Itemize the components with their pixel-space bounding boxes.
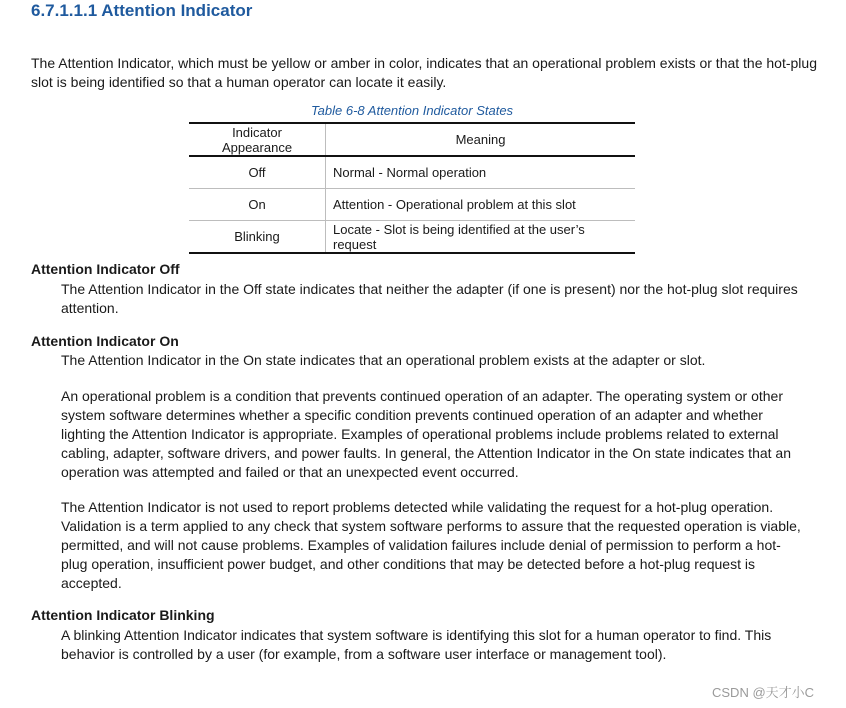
cell-meaning: Normal - Normal operation <box>326 156 636 189</box>
paragraph-off: The Attention Indicator in the Off state indicates that neither the adapter (if one is present) nor the hot-plug slot requires attention. <box>61 281 798 316</box>
table-row <box>189 156 635 189</box>
section-title-blinking: Attention Indicator Blinking <box>31 607 215 623</box>
watermark: CSDN @天才小C <box>712 685 815 700</box>
cell-meaning: Attention - Operational problem at this slot <box>326 189 636 221</box>
section-heading: 6.7.1.1.1 Attention Indicator <box>31 1 253 20</box>
section-title-off: Attention Indicator Off <box>31 261 180 277</box>
paragraph-blinking: A blinking Attention Indicator indicates that system software is identifying this slot for a human operator to find. This behavior is controlled by a user (for example, from a software user interface or management tool). <box>61 627 772 662</box>
table-row <box>189 221 635 254</box>
cell-meaning: Locate - Slot is being identified at the user’s request <box>333 221 585 252</box>
cell-appearance: Off <box>189 156 326 189</box>
paragraph-on-3: The Attention Indicator is not used to report problems detected while validating the request for a hot-plug operation. Validation is a term applied to any check that system software performs to assure that the requested operation is viable, permitted, and will not cause problems. Examples of validation failures include denial of permission to perform a hot-plug operation, insufficient power budget, and other conditions that may be detected before a hot-plug request is accepted. <box>61 499 801 591</box>
intro-paragraph: The Attention Indicator, which must be yellow or amber in color, indicates that an operational problem exists or that the hot-plug slot is being identified so that a human operator can locate it easily. <box>31 55 817 90</box>
table-caption: Table 6-8 Attention Indicator States <box>310 103 514 118</box>
table-row <box>189 189 635 221</box>
header-meaning: Meaning <box>326 123 636 156</box>
section-title-on: Attention Indicator On <box>31 333 179 349</box>
table-header-row <box>189 123 635 156</box>
cell-appearance: On <box>189 189 326 221</box>
paragraph-on-1: The Attention Indicator in the On state indicates that an operational problem exists at the adapter or slot. <box>61 352 706 368</box>
paragraph-on-2: An operational problem is a condition that prevents continued operation of an adapter. The operating system or other system software determines whether a specific condition prevents continued operation of an adapter and whether lighting the Attention Indicator is appropriate. Examples of operational problems include problems related to external cabling, adapter, software drivers, and power faults. In general, the Attention Indicator in the On state indicates that an operation was attempted and failed or that an unexpected event occurred. <box>61 388 791 480</box>
attention-indicator-states-table <box>189 122 635 254</box>
header-indicator-appearance: Indicator Appearance <box>189 123 326 156</box>
cell-appearance: Blinking <box>189 221 326 254</box>
